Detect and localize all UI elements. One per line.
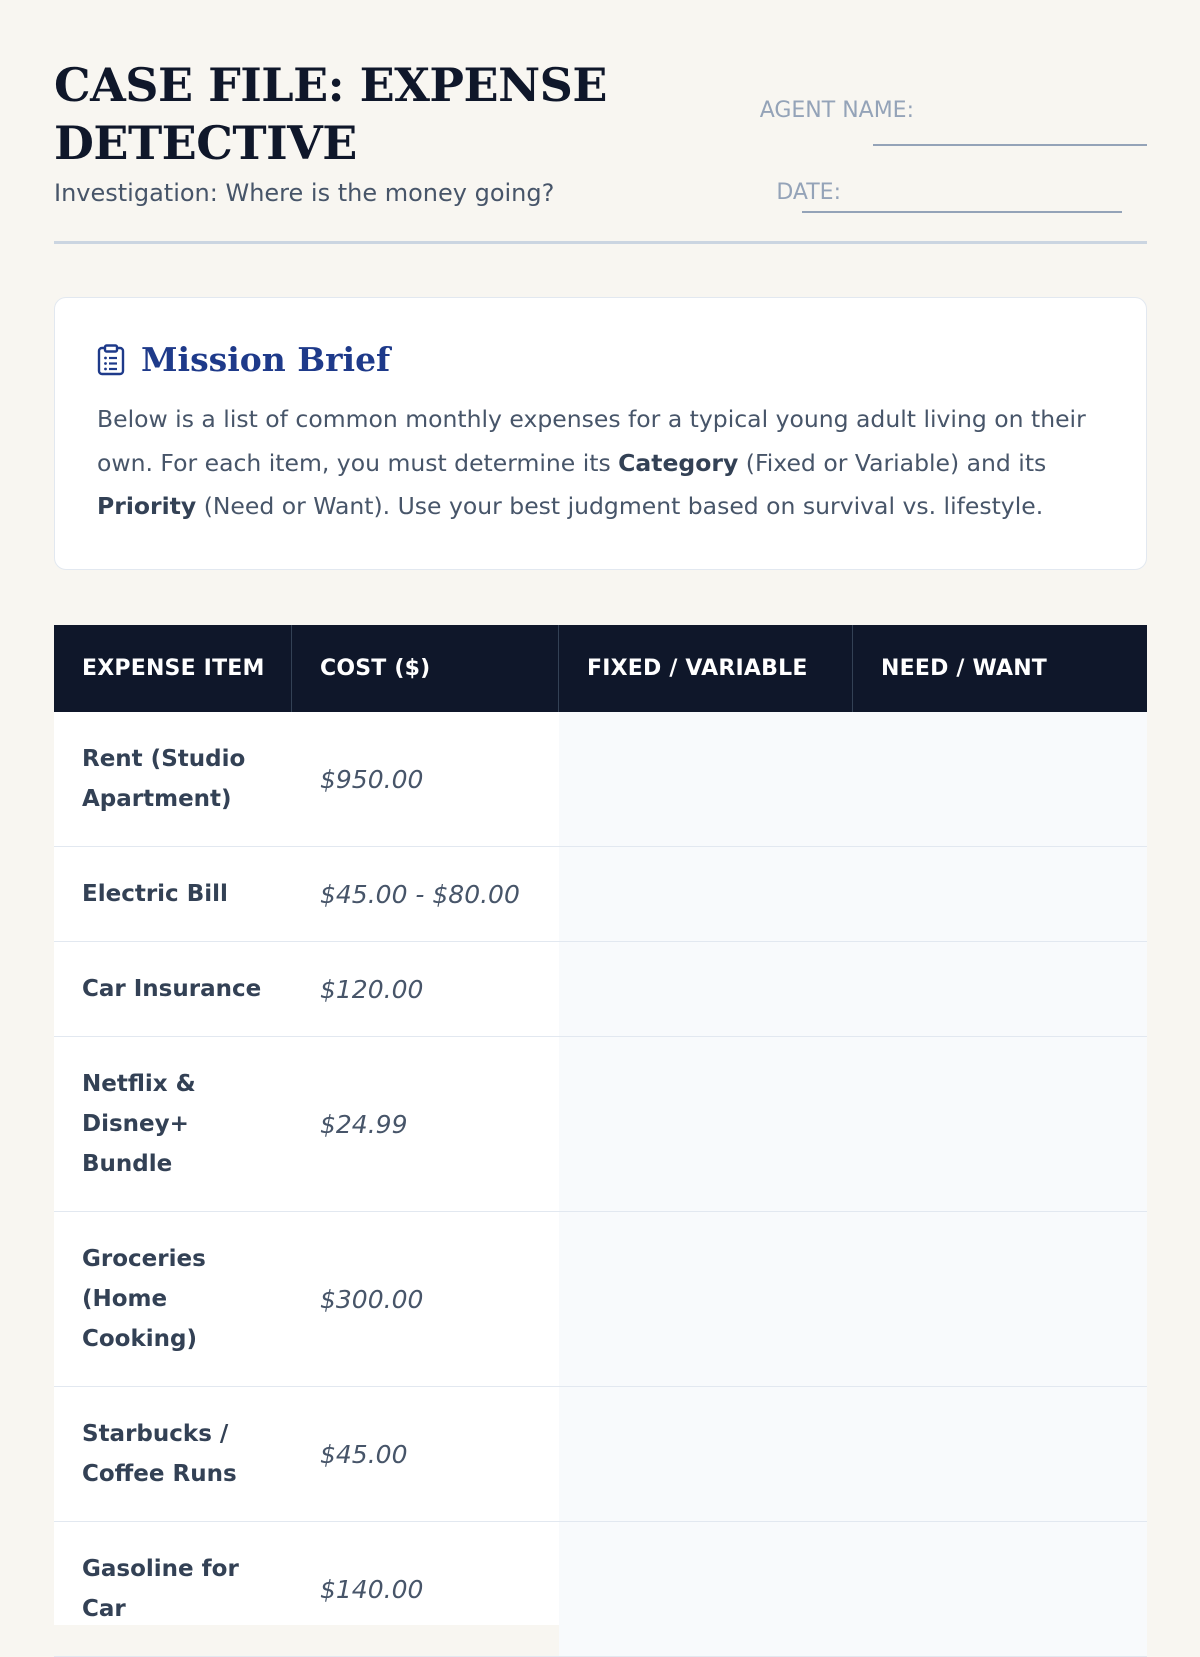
- expense-item-cell: Car Insurance: [82, 976, 262, 1002]
- expense-item-cell: Rent (Studio Apartment): [82, 746, 246, 812]
- brief-text-part: Below is a list of common monthly expenses for a typical young adult living on their own. For each item, you must determine its: [97, 405, 1086, 477]
- fixed-variable-answer-cell[interactable]: [559, 1522, 853, 1656]
- fixed-variable-answer-cell[interactable]: [559, 1387, 853, 1521]
- need-want-answer-cell[interactable]: [853, 1387, 1147, 1521]
- fixed-variable-answer-cell[interactable]: [559, 942, 853, 1036]
- page-title: CASE FILE: EXPENSE DETECTIVE: [54, 58, 607, 170]
- fixed-variable-answer-cell[interactable]: [559, 1212, 853, 1386]
- cost-cell: $45.00: [320, 1439, 408, 1469]
- expense-item-cell: Netflix & Disney+ Bundle: [82, 1071, 196, 1177]
- cost-cell: $24.99: [320, 1109, 408, 1139]
- table-row: [54, 712, 1147, 847]
- table-row: [54, 1037, 1147, 1212]
- column-header-fixed-variable: FIXED / VARIABLE: [559, 625, 853, 712]
- need-want-answer-cell[interactable]: [853, 712, 1147, 846]
- need-want-answer-cell[interactable]: [853, 1037, 1147, 1211]
- need-want-answer-cell[interactable]: [853, 942, 1147, 1036]
- worksheet-header: [54, 56, 1147, 244]
- brief-bold-category: Category: [618, 448, 739, 477]
- page-subtitle: Investigation: Where is the money going?: [54, 179, 555, 207]
- table-row: [54, 1212, 1147, 1387]
- expense-item-cell: Electric Bill: [82, 881, 228, 907]
- fixed-variable-answer-cell[interactable]: [559, 712, 853, 846]
- column-header-expense-item: EXPENSE ITEM: [54, 625, 292, 712]
- table-row: [54, 942, 1147, 1037]
- fixed-variable-answer-cell[interactable]: [559, 847, 853, 941]
- mission-brief-title: Mission Brief: [141, 340, 391, 379]
- table-row: [54, 1522, 1147, 1657]
- need-want-answer-cell[interactable]: [853, 847, 1147, 941]
- date-label: DATE:: [776, 180, 841, 205]
- cost-cell: $300.00: [320, 1284, 424, 1314]
- expense-item-cell: Groceries (Home Cooking): [82, 1246, 206, 1352]
- brief-text-part: (Need or Want). Use your best judgment based on survival vs. lifestyle.: [196, 492, 1044, 520]
- brief-text-part: (Fixed or Variable) and its: [738, 448, 1047, 477]
- clipboard-icon: [97, 344, 125, 376]
- column-header-need-want: NEED / WANT: [881, 656, 1048, 681]
- mission-brief-text: [97, 398, 1107, 529]
- mission-brief-card: [54, 297, 1147, 570]
- brief-bold-priority: Priority: [97, 492, 197, 520]
- cost-cell: $45.00 - $80.00: [320, 879, 520, 909]
- fixed-variable-answer-cell[interactable]: [559, 1037, 853, 1211]
- mission-brief-heading: [97, 338, 390, 382]
- cost-cell: $120.00: [320, 974, 424, 1004]
- table-row: [54, 1387, 1147, 1522]
- cost-cell: $950.00: [320, 764, 424, 794]
- agent-name-field[interactable]: [873, 144, 1147, 146]
- table-header-row: [54, 625, 1147, 712]
- column-header-cost: COST ($): [292, 625, 559, 712]
- need-want-answer-cell[interactable]: [853, 1522, 1147, 1656]
- need-want-answer-cell[interactable]: [853, 1212, 1147, 1386]
- table-row: [54, 847, 1147, 942]
- date-field[interactable]: [802, 211, 1122, 213]
- agent-name-label: AGENT NAME:: [759, 98, 914, 123]
- expense-item-cell: Starbucks / Coffee Runs: [82, 1421, 237, 1487]
- expense-item-cell: Gasoline for Car: [82, 1556, 239, 1622]
- cost-cell: $140.00: [320, 1574, 424, 1604]
- expense-table: [54, 625, 1147, 1625]
